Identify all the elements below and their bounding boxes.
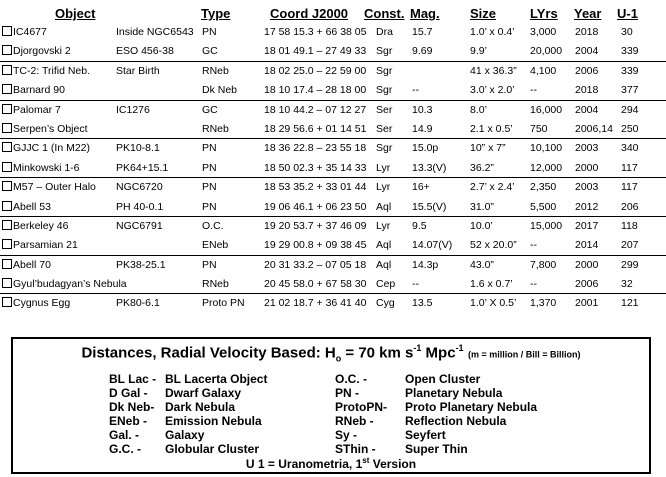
- row-type: GC: [202, 45, 218, 58]
- legend-abbr: ProtoPN-: [335, 400, 387, 414]
- row-lyrs: 4,100: [530, 64, 557, 77]
- row-object: [2, 123, 88, 135]
- legend-desc: Open Cluster: [405, 372, 481, 386]
- row-lyrs: 3,000: [530, 26, 557, 38]
- row-lyrs: 12,000: [530, 161, 563, 174]
- row-year: 2004: [575, 45, 599, 58]
- header-year: Year: [574, 6, 602, 21]
- row-object: [2, 181, 96, 193]
- row-type: Dk Neb: [202, 84, 238, 97]
- row-object-name: TC-2: Trifid Neb.: [13, 64, 91, 77]
- row-const: Sgr: [376, 142, 393, 155]
- row-u1: 340: [621, 142, 639, 155]
- legend-desc: Dwarf Galaxy: [165, 386, 242, 400]
- row-coord: 18 50 02.3 + 35 14 33: [264, 161, 367, 174]
- row-alt: PH 40-0.1: [116, 200, 164, 213]
- row-u1: 121: [621, 297, 639, 310]
- row-lyrs: 750: [530, 122, 548, 135]
- row-year: 2004: [575, 103, 599, 116]
- legend-desc: BL Lacerta Object: [165, 372, 268, 386]
- row-object: [2, 65, 90, 77]
- table-row: [0, 81, 666, 100]
- table-row: [0, 42, 666, 61]
- row-object: [2, 239, 78, 251]
- row-u1: 339: [621, 45, 639, 58]
- row-object: [2, 104, 61, 116]
- row-coord: 18 36 22.8 – 23 55 18: [264, 142, 367, 155]
- row-object: [2, 278, 127, 290]
- legend-abbr: Gal. -: [109, 428, 140, 442]
- legend-abbr: RNeb -: [335, 414, 374, 428]
- table-row: [0, 23, 666, 42]
- legend-footer-prefix: U 1 = Uranometria, 1: [245, 457, 363, 471]
- row-u1: 32: [621, 278, 633, 291]
- row-coord: 21 02 18.7 + 36 41 40: [264, 297, 367, 310]
- row-size: 8.0’: [470, 103, 487, 116]
- row-object-name: Abell 53: [13, 200, 51, 213]
- legend-desc: Globular Cluster: [165, 442, 260, 456]
- row-const: Aql: [376, 200, 392, 213]
- row-lyrs: 10,100: [530, 142, 563, 155]
- row-alt: Inside NGC6543: [116, 26, 194, 38]
- row-object-name: Gyul’budagyan’s Nebula: [13, 278, 127, 291]
- row-coord: 18 29 56.6 + 01 14 51: [264, 122, 367, 135]
- row-coord: 18 53 35.2 + 33 01 44: [264, 181, 367, 194]
- row-checkbox[interactable]: [2, 84, 12, 94]
- legend-title: [13, 343, 649, 364]
- row-u1: 117: [621, 161, 638, 174]
- legend-title-exp2: -1: [455, 343, 464, 353]
- row-u1: 339: [621, 64, 639, 77]
- row-const: Sgr: [376, 45, 393, 58]
- row-mag: 16+: [412, 181, 430, 194]
- row-const: Cep: [376, 278, 396, 291]
- legend-title-mid: = 70 km s: [341, 344, 414, 362]
- table-row: [0, 120, 666, 139]
- row-const: Aql: [376, 258, 392, 271]
- row-checkbox[interactable]: [2, 201, 12, 211]
- row-year: 2014: [575, 239, 599, 252]
- row-lyrs: 20,000: [530, 45, 563, 58]
- row-checkbox[interactable]: [2, 259, 12, 269]
- row-object-name: M57 – Outer Halo: [13, 181, 96, 194]
- legend-footer-suffix: Version: [369, 457, 417, 471]
- table-row: [0, 236, 666, 255]
- legend-abbr: SThin -: [335, 442, 376, 456]
- row-mag: --: [412, 84, 419, 97]
- table-row: [0, 256, 666, 275]
- row-year: 2003: [575, 142, 599, 155]
- legend-abbr: ENeb -: [109, 414, 148, 428]
- legend-title-note: (m = million / Bill = Billion): [468, 349, 581, 360]
- row-lyrs: 1,370: [530, 297, 557, 310]
- row-checkbox[interactable]: [2, 104, 12, 114]
- header-u1: U-1: [617, 6, 638, 21]
- legend-abbr: PN -: [335, 386, 359, 400]
- row-mag: 14.07(V): [412, 239, 453, 252]
- row-mag: 15.5(V): [412, 200, 447, 213]
- row-lyrs: --: [530, 84, 537, 97]
- row-coord: 19 20 53.7 + 37 46 09: [264, 219, 367, 232]
- row-object-name: Barnard 90: [13, 84, 65, 97]
- row-object: [2, 45, 71, 57]
- legend-desc: Reflection Nebula: [405, 414, 507, 428]
- row-size: 2.7’ x 2.4’: [470, 181, 515, 194]
- row-object: [2, 259, 51, 271]
- header-size: Size: [470, 6, 497, 21]
- row-coord: 17 58 15.3 + 66 38 05: [264, 26, 367, 38]
- row-mag: 10.3: [412, 103, 433, 116]
- row-type: PN: [202, 142, 217, 155]
- header-type: Type: [201, 6, 231, 21]
- row-lyrs: --: [530, 278, 537, 291]
- row-coord: 19 06 46.1 + 06 23 50: [264, 200, 367, 213]
- legend-desc: Emission Nebula: [165, 414, 262, 428]
- row-coord: 18 01 49.1 – 27 49 33: [264, 45, 367, 58]
- row-lyrs: 15,000: [530, 219, 563, 232]
- row-const: Aql: [376, 239, 392, 252]
- table-row: [0, 275, 666, 294]
- row-const: Lyr: [376, 161, 391, 174]
- row-alt: PK64+15.1: [116, 161, 169, 174]
- row-const: Lyr: [376, 219, 391, 232]
- row-mag: 14.9: [412, 122, 433, 135]
- row-alt: NGC6720: [116, 181, 163, 194]
- legend-footer: [13, 456, 649, 471]
- row-checkbox[interactable]: [2, 297, 12, 307]
- row-object: [2, 142, 90, 154]
- header-coord: Coord J2000: [270, 6, 349, 21]
- row-alt: IC1276: [116, 103, 150, 116]
- row-mag: 14.3p: [412, 258, 439, 271]
- row-mag: 15.7: [412, 26, 433, 38]
- row-size: 1.6 x 0.7’: [470, 278, 513, 291]
- legend-title-prefix: Distances, Radial Velocity Based: H: [81, 344, 336, 362]
- row-mag: 9.5: [412, 219, 427, 232]
- row-type: ENeb: [202, 239, 229, 252]
- row-const: Ser: [376, 103, 393, 116]
- table-row: [0, 101, 666, 120]
- legend-desc: Proto Planetary Nebula: [405, 400, 538, 414]
- row-u1: 30: [621, 26, 633, 38]
- row-lyrs: 16,000: [530, 103, 563, 116]
- row-object: [2, 297, 70, 309]
- row-alt: PK38-25.1: [116, 258, 166, 271]
- row-checkbox[interactable]: [2, 239, 12, 249]
- row-const: Cyg: [376, 297, 395, 310]
- row-year: 2006: [575, 64, 599, 77]
- table-row: [0, 198, 666, 217]
- legend-title-unit: Mpc: [421, 344, 456, 362]
- legend-title-sub: o: [335, 353, 342, 364]
- row-year: 2000: [575, 258, 599, 271]
- header-lyrs: LYrs: [530, 6, 558, 21]
- row-const: Dra: [376, 26, 393, 38]
- row-year: 2017: [575, 219, 599, 232]
- legend-desc: Dark Nebula: [165, 400, 236, 414]
- legend-desc: Planetary Nebula: [405, 386, 503, 400]
- row-lyrs: --: [530, 239, 537, 252]
- row-const: Ser: [376, 122, 393, 135]
- row-coord: 18 10 17.4 – 28 18 00: [264, 84, 367, 97]
- row-alt: PK80-6.1: [116, 297, 160, 310]
- legend-footer-sup: st: [362, 456, 370, 465]
- row-type: PN: [202, 161, 217, 174]
- row-size: 1.0’ x 0.4’: [470, 26, 515, 38]
- row-size: 2.1 x 0.5’: [470, 122, 513, 135]
- row-size: 36.2”: [470, 161, 494, 174]
- header-mag: Mag.: [410, 6, 440, 21]
- row-object-name: Berkeley 46: [13, 219, 69, 232]
- object-table: [0, 23, 666, 314]
- row-u1: 299: [621, 258, 639, 271]
- row-lyrs: 2,350: [530, 181, 557, 194]
- row-lyrs: 7,800: [530, 258, 557, 271]
- row-mag: 13.3(V): [412, 161, 447, 174]
- row-object-name: Parsamian 21: [13, 239, 78, 252]
- row-checkbox[interactable]: [2, 123, 12, 133]
- row-mag: --: [412, 278, 419, 291]
- legend-abbr: D Gal -: [109, 386, 148, 400]
- row-checkbox[interactable]: [2, 278, 12, 288]
- row-object: [2, 220, 68, 232]
- row-alt: ESO 456-38: [116, 45, 174, 58]
- row-checkbox[interactable]: [2, 45, 12, 55]
- row-year: 2003: [575, 181, 599, 194]
- row-const: Sgr: [376, 64, 393, 77]
- row-year: 2012: [575, 200, 599, 213]
- row-size: 10” x 7”: [470, 142, 506, 155]
- table-row: [0, 294, 666, 313]
- legend-title-exp1: -1: [413, 343, 422, 353]
- row-year: 2018: [575, 26, 599, 38]
- row-const: Sgr: [376, 84, 393, 97]
- row-object-name: Abell 70: [13, 258, 51, 271]
- row-coord: 19 29 00.8 + 09 38 45: [264, 239, 367, 252]
- header-const: Const.: [364, 6, 405, 21]
- row-checkbox[interactable]: [2, 142, 12, 152]
- legend-abbr: BL Lac -: [109, 372, 157, 386]
- row-object: [2, 26, 47, 38]
- row-u1: 206: [621, 200, 639, 213]
- legend-abbr: Sy -: [335, 428, 358, 442]
- row-alt: PK10-8.1: [116, 142, 160, 155]
- row-object: [2, 201, 51, 213]
- row-size: 41 x 36.3”: [470, 64, 517, 77]
- row-lyrs: 5,500: [530, 200, 557, 213]
- row-type: RNeb: [202, 122, 229, 135]
- header-object: Object: [55, 6, 96, 21]
- row-size: 10.0’: [470, 219, 493, 232]
- row-type: PN: [202, 181, 217, 194]
- row-u1: 250: [621, 122, 639, 135]
- row-object-name: Djorgovski 2: [13, 45, 71, 58]
- row-u1: 207: [621, 239, 639, 252]
- table-row: [0, 62, 666, 81]
- row-object-name: Palomar 7: [13, 103, 61, 116]
- row-u1: 294: [621, 103, 639, 116]
- row-type: GC: [202, 103, 218, 116]
- row-mag: 9.69: [412, 45, 433, 58]
- row-checkbox[interactable]: [2, 162, 12, 172]
- row-object-name: Minkowski 1-6: [13, 161, 80, 174]
- row-year: 2000: [575, 161, 599, 174]
- legend-box: [11, 337, 651, 474]
- row-year: 2006: [575, 278, 599, 291]
- row-checkbox[interactable]: [2, 26, 12, 36]
- row-size: 52 x 20.0”: [470, 239, 517, 252]
- row-type: PN: [202, 200, 217, 213]
- row-type: PN: [202, 258, 217, 271]
- legend-abbr: G.C. -: [109, 442, 141, 456]
- row-size: 43.0”: [470, 258, 494, 271]
- row-mag: 13.5: [412, 297, 433, 310]
- row-object-name: Serpen’s Object: [13, 122, 88, 135]
- row-object-name: IC4677: [13, 26, 47, 38]
- row-coord: 18 02 25.0 – 22 59 00: [264, 64, 367, 77]
- row-size: 31.0”: [470, 200, 494, 213]
- row-year: 2018: [575, 84, 599, 97]
- row-checkbox[interactable]: [2, 65, 12, 75]
- legend-desc: Seyfert: [405, 428, 446, 442]
- row-object: [2, 84, 65, 96]
- row-size: 1.0’ X 0.5’: [470, 297, 517, 310]
- legend-abbr: Dk Neb-: [109, 400, 155, 414]
- row-alt: Star Birth: [116, 64, 160, 77]
- row-type: RNeb: [202, 278, 229, 291]
- row-alt: NGC6791: [116, 219, 163, 232]
- row-size: 3.0’ x 2.0’: [470, 84, 515, 97]
- row-object-name: GJJC 1 (In M22): [13, 142, 91, 155]
- row-const: Lyr: [376, 181, 391, 194]
- row-coord: 20 31 33.2 – 07 05 18: [264, 258, 367, 271]
- row-checkbox[interactable]: [2, 220, 12, 230]
- row-u1: 117: [621, 181, 638, 194]
- table-row: [0, 139, 666, 158]
- row-type: RNeb: [202, 64, 229, 77]
- row-type: PN: [202, 26, 217, 38]
- row-mag: 15.0p: [412, 142, 439, 155]
- row-size: 9.9’: [470, 45, 487, 58]
- row-type: Proto PN: [202, 297, 245, 310]
- row-object-name: Cygnus Egg: [13, 297, 71, 310]
- table-row: [0, 178, 666, 197]
- row-coord: 20 45 58.0 + 67 58 30: [264, 278, 367, 291]
- row-year: 2001: [575, 297, 599, 310]
- legend-desc: Galaxy: [165, 428, 205, 442]
- row-object: [2, 162, 80, 174]
- table-row: [0, 159, 666, 178]
- row-u1: 118: [621, 219, 638, 232]
- row-type: O.C.: [202, 219, 224, 232]
- row-year: 2006,14: [575, 122, 613, 135]
- row-u1: 377: [621, 84, 639, 97]
- table-row: [0, 217, 666, 236]
- row-checkbox[interactable]: [2, 181, 12, 191]
- row-coord: 18 10 44.2 – 07 12 27: [264, 103, 367, 116]
- legend-desc: Super Thin: [405, 442, 468, 456]
- legend-abbr: O.C. -: [335, 372, 367, 386]
